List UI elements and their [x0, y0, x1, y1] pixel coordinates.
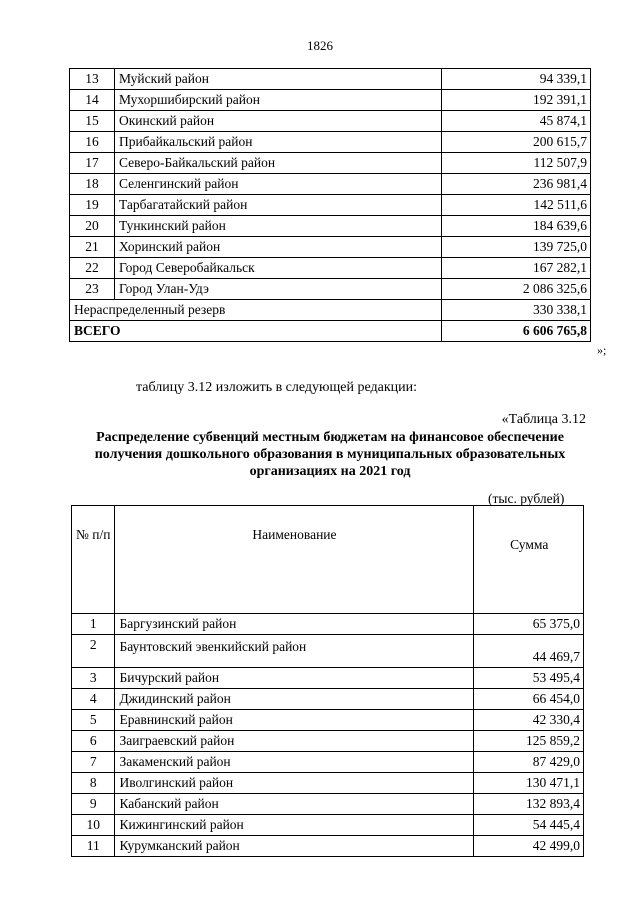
row-name: Хоринский район: [115, 237, 442, 258]
table-row: [72, 752, 584, 773]
row-name: Джидинский район: [115, 689, 474, 710]
row-name: Город Северобайкальск: [115, 258, 442, 279]
row-name: Еравнинский район: [115, 710, 474, 731]
row-value: 130 471,1: [474, 773, 584, 794]
row-number: 15: [70, 111, 115, 132]
row-value: 142 511,6: [442, 195, 591, 216]
row-value: 200 615,7: [442, 132, 591, 153]
table-header-row: [72, 506, 584, 614]
table-row: [72, 689, 584, 710]
row-number: 8: [72, 773, 115, 794]
header-number: [72, 506, 115, 614]
table-row: [72, 731, 584, 752]
table-row: [70, 195, 591, 216]
reserve-value: 330 338,1: [442, 300, 591, 321]
row-name: Иволгинский район: [115, 773, 474, 794]
header-sum: Сумма: [474, 506, 584, 614]
row-value: 2 086 325,6: [442, 279, 591, 300]
row-number: 18: [70, 174, 115, 195]
row-number: 23: [70, 279, 115, 300]
row-value: 167 282,1: [442, 258, 591, 279]
row-name: Северо-Байкальский район: [115, 153, 442, 174]
row-number: 7: [72, 752, 115, 773]
row-value: 42 499,0: [474, 836, 584, 857]
table-row: [72, 668, 584, 689]
row-name: Курумканский район: [115, 836, 474, 857]
row-name: Баргузинский район: [115, 614, 474, 635]
row-name: Тарбагатайский район: [115, 195, 442, 216]
row-number: 17: [70, 153, 115, 174]
row-value: 54 445,4: [474, 815, 584, 836]
table-row: [72, 773, 584, 794]
row-value: 184 639,6: [442, 216, 591, 237]
row-value: 94 339,1: [442, 69, 591, 90]
row-number: 22: [70, 258, 115, 279]
row-number: 2: [72, 635, 115, 668]
row-name: Селенгинский район: [115, 174, 442, 195]
row-name: Мухоршибирский район: [115, 90, 442, 111]
row-value: 87 429,0: [474, 752, 584, 773]
row-name: Окинский район: [115, 111, 442, 132]
table-row: [70, 111, 591, 132]
header-name: Наименование: [115, 506, 474, 614]
row-name: Тункинский район: [115, 216, 442, 237]
row-name: Кабанский район: [115, 794, 474, 815]
row-number: 13: [70, 69, 115, 90]
table-row: [70, 69, 591, 90]
row-number: 3: [72, 668, 115, 689]
row-value: 112 507,9: [442, 153, 591, 174]
page-number: 1826: [307, 38, 333, 53]
row-value: 45 874,1: [442, 111, 591, 132]
table-row: [72, 614, 584, 635]
table-row: [72, 794, 584, 815]
table-row: [72, 815, 584, 836]
row-value: 192 391,1: [442, 90, 591, 111]
row-value: 66 454,0: [474, 689, 584, 710]
row-number: 5: [72, 710, 115, 731]
row-number: 10: [72, 815, 115, 836]
row-name: Баунтовский эвенкийский район: [115, 635, 474, 668]
row-name: Закаменский район: [115, 752, 474, 773]
table-row: [70, 90, 591, 111]
row-value: 139 725,0: [442, 237, 591, 258]
row-value: 65 375,0: [474, 614, 584, 635]
table-row: [70, 174, 591, 195]
total-row: [70, 321, 591, 342]
row-value: 42 330,4: [474, 710, 584, 731]
instruction-text: таблицу 3.12 изложить в следующей редакции:: [136, 380, 418, 395]
subvention-table: [71, 505, 584, 857]
table-heading: Распределение субвенций местным бюджетам на финансовое обеспечение получения дошкольного образования в муниципальных образовательных организациях на 2021 год: [94, 430, 566, 479]
table-row: [70, 132, 591, 153]
total-value: 6 606 765,8: [442, 321, 591, 342]
row-number: 9: [72, 794, 115, 815]
row-number: 6: [72, 731, 115, 752]
table-row: [70, 258, 591, 279]
row-name: Кижингинский район: [115, 815, 474, 836]
row-value: 44 469,7: [474, 635, 584, 668]
row-value: 125 859,2: [474, 731, 584, 752]
table-row: [72, 836, 584, 857]
row-number: 19: [70, 195, 115, 216]
row-name: Прибайкальский район: [115, 132, 442, 153]
table-row: [72, 710, 584, 731]
table-row: [72, 635, 584, 668]
table-row: [70, 279, 591, 300]
row-name: Заиграевский район: [115, 731, 474, 752]
table-row: [70, 237, 591, 258]
reserve-row: [70, 300, 591, 321]
reserve-label: Нераспределенный резерв: [70, 300, 442, 321]
total-label: ВСЕГО: [70, 321, 442, 342]
row-value: 236 981,4: [442, 174, 591, 195]
table-row: [70, 153, 591, 174]
row-name: Муйский район: [115, 69, 442, 90]
row-name: Бичурский район: [115, 668, 474, 689]
row-number: 20: [70, 216, 115, 237]
budget-table-continued: [69, 68, 591, 342]
table-label: «Таблица 3.12: [501, 412, 586, 427]
units-label: (тыс. рублей): [488, 491, 565, 506]
row-number: 14: [70, 90, 115, 111]
row-number: 4: [72, 689, 115, 710]
row-number: 16: [70, 132, 115, 153]
row-number: 1: [72, 614, 115, 635]
row-value: 53 495,4: [474, 668, 584, 689]
header-number-text: № п/п: [76, 527, 111, 542]
row-value: 132 893,4: [474, 794, 584, 815]
row-name: Город Улан-Удэ: [115, 279, 442, 300]
closing-quote: »;: [597, 343, 607, 357]
row-number: 11: [72, 836, 115, 857]
table-row: [70, 216, 591, 237]
row-number: 21: [70, 237, 115, 258]
